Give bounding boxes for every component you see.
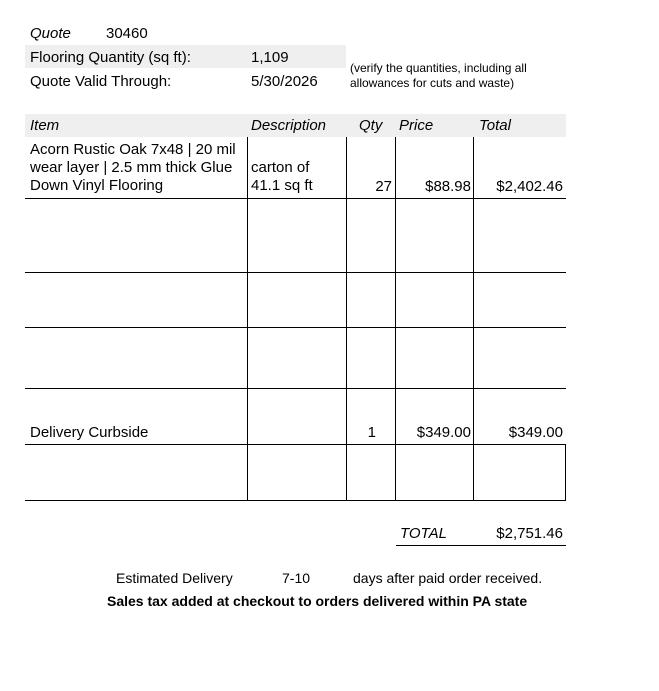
verify-note: (verify the quantities, including all allowances for cuts and waste) xyxy=(350,61,527,90)
grand-total-value: $2,751.46 xyxy=(496,525,563,542)
quote-number: 30460 xyxy=(106,25,148,42)
row-1-item: Acorn Rustic Oak 7x48 | 20 mil wear layer | 2.5 mm thick Glue Down Vinyl Flooring xyxy=(30,141,236,194)
grid-hline-2 xyxy=(25,272,566,273)
header-qty: Qty xyxy=(359,117,383,134)
row-1-qty: 27 xyxy=(375,178,392,195)
row-1-total: $2,402.46 xyxy=(496,178,563,195)
row-2-total: $349.00 xyxy=(508,424,563,441)
row-2-qty: 1 xyxy=(367,424,376,441)
row-1-description: carton of 41.1 sq ft xyxy=(251,159,313,194)
grid-hline-4 xyxy=(25,388,566,389)
grand-total-underline xyxy=(396,545,566,546)
flooring-quantity-label: Flooring Quantity (sq ft): xyxy=(30,49,191,66)
quote-label: Quote xyxy=(30,25,71,42)
row-2-price: $349.00 xyxy=(416,424,471,441)
grid-hline-1 xyxy=(25,198,566,199)
estimated-delivery-days: 7-10 xyxy=(282,570,311,586)
grid-hline-6 xyxy=(25,500,566,501)
header-price: Price xyxy=(399,117,434,134)
valid-through-label: Quote Valid Through: xyxy=(30,73,172,90)
row-1-price: $88.98 xyxy=(425,178,471,195)
header-total: Total xyxy=(479,117,511,134)
grid-hline-3 xyxy=(25,327,566,328)
grid-vline-right xyxy=(565,444,566,501)
header-description: Description xyxy=(251,117,327,134)
grid-vline-description xyxy=(247,137,248,501)
valid-through-value: 5/30/2026 xyxy=(251,73,318,90)
flooring-quantity-value: 1,109 xyxy=(251,49,289,66)
grid-hline-5 xyxy=(25,444,566,445)
estimated-delivery-note: days after paid order received. xyxy=(353,570,543,586)
grand-total-label: TOTAL xyxy=(400,525,447,542)
header-item: Item xyxy=(30,117,60,134)
estimated-delivery-label: Estimated Delivery xyxy=(116,570,233,586)
row-2-item: Delivery Curbside xyxy=(30,424,149,441)
sales-tax-note: Sales tax added at checkout to orders delivered within PA state xyxy=(107,593,528,609)
